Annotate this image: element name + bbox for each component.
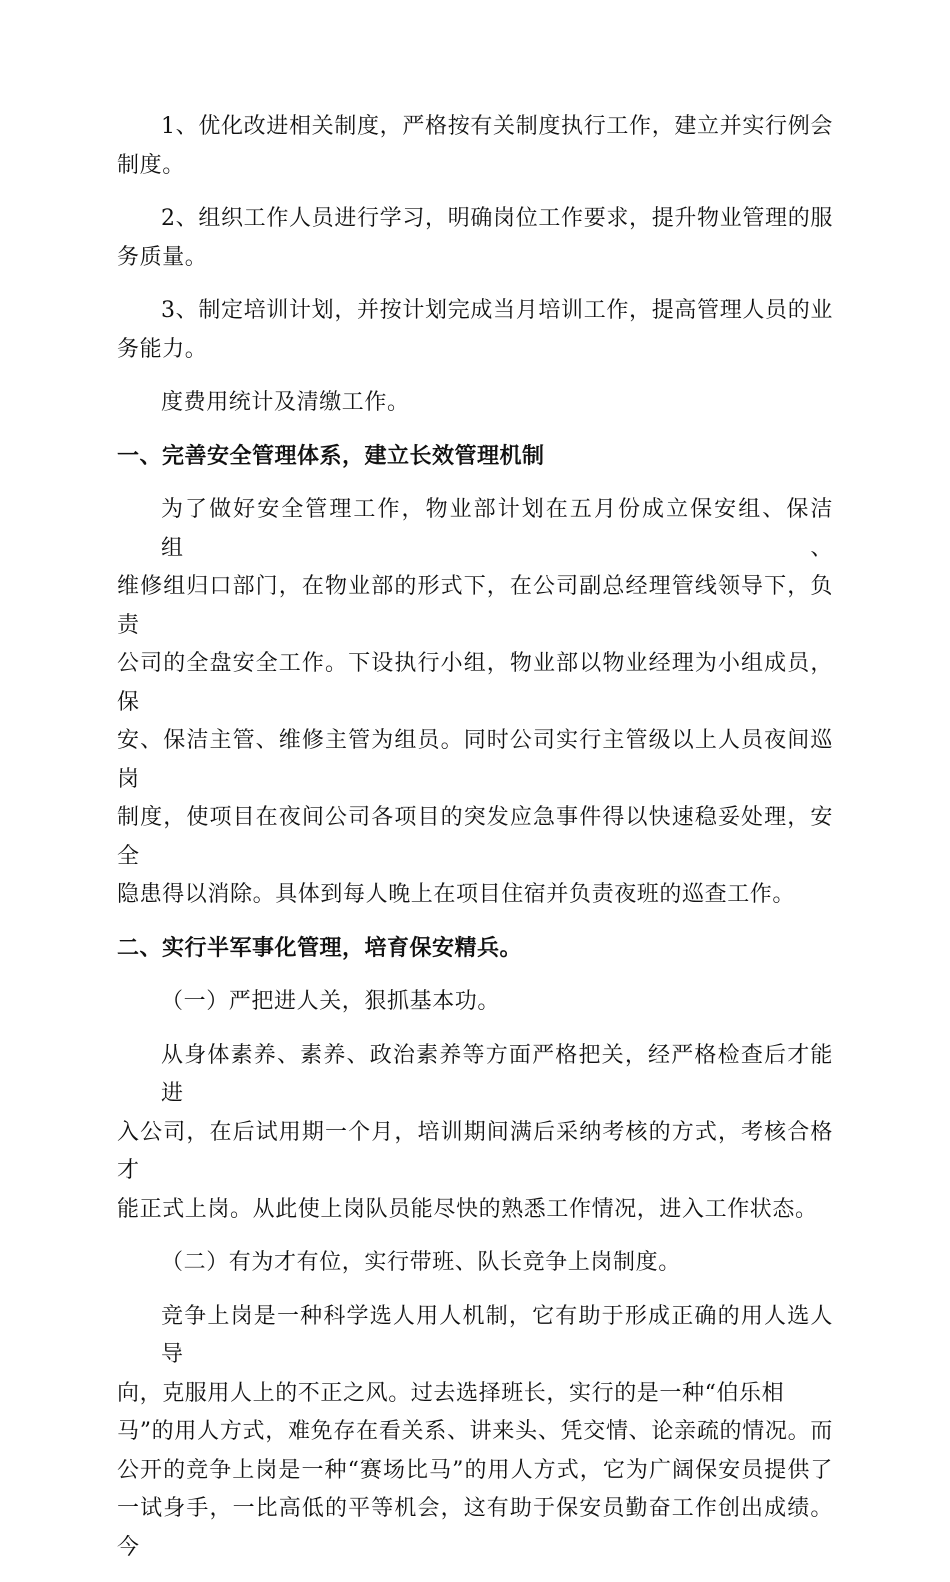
subheading-1: [117, 983, 833, 1022]
text-line: 入公司，在后试用期一个月，培训期间满后采纳考核的方式，考核合格才: [117, 1119, 833, 1183]
text-line: 3、制定培训计划，并按计划完成当月培训工作，提高管理人员的业: [161, 298, 833, 323]
text-line: 公司的全盘安全工作。下设执行小组，物业部以物业经理为小组成员，保: [117, 651, 833, 715]
paragraph-recruitment: [117, 1037, 833, 1230]
text-line: 度费用统计及清缴工作。: [161, 390, 410, 415]
text-line: 2、组织工作人员进行学习，明确岗位工作要求，提升物业管理的服: [161, 206, 833, 231]
section-heading-1: 一、完善安全管理体系，建立长效管理机制: [117, 443, 545, 469]
paragraph-competition: [117, 1298, 833, 1568]
document-page: [117, 108, 833, 1582]
text-line: 公开的竞争上岗是一种“赛场比马”的用人方式，它为广阔保安员提供了: [117, 1457, 833, 1483]
paragraph-safety: [117, 491, 833, 915]
list-item-3: [117, 292, 833, 369]
text-line: 竞争上岗是一种科学选人用人机制，它有助于形成正确的用人选人导: [161, 1303, 833, 1367]
text-line: 向，克服用人上的不正之风。过去选择班长，实行的是一种“伯乐相: [117, 1380, 785, 1406]
fee-paragraph: [117, 384, 833, 423]
subheading-2: [117, 1244, 833, 1283]
text-line: 制度，使项目在夜间公司各项目的突发应急事件得以快速稳妥处理，安全: [117, 805, 833, 869]
text-line: 一试身手，一比高低的平等机会，这有助于保安员勤奋工作创出成绩。今: [117, 1496, 833, 1560]
list-item-1: [117, 108, 833, 185]
text-line: 马”的用人方式，难免存在看关系、讲来头、凭交情、论亲疏的情况。而: [117, 1419, 833, 1444]
list-item-2: [117, 200, 833, 277]
text-line: 务质量。: [117, 244, 208, 270]
text-line: 安、保洁主管、维修主管为组员。同时公司实行主管级以上人员夜间巡岗: [117, 728, 833, 792]
text-line: 隐患得以消除。具体到每人晚上在项目住宿并负责夜班的巡查工作。: [117, 882, 796, 907]
text-line: 务能力。: [117, 336, 208, 362]
text-line: 为了做好安全管理工作，物业部计划在五月份成立保安组、保洁组、: [161, 497, 833, 561]
section-heading-2: 二、实行半军事化管理，培育保安精兵。: [117, 935, 523, 961]
text-line: 1、优化改进相关制度，严格按有关制度执行工作，建立并实行例会: [161, 114, 833, 139]
text-line: 能正式上岗。从此使上岗队员能尽快的熟悉工作情况，进入工作状态。: [117, 1196, 818, 1222]
text-line: 制度。: [117, 152, 185, 178]
text-line: 从身体素养、素养、政治素养等方面严格把关，经严格检查后才能进: [161, 1042, 833, 1106]
text-line: （二）有为才有位，实行带班、队长竞争上岗制度。: [161, 1250, 681, 1275]
text-line: （一）严把进人关，狠抓基本功。: [161, 989, 501, 1014]
text-line: 维修组归口部门，在物业部的形式下，在公司副总经理管线领导下，负责: [117, 574, 833, 638]
